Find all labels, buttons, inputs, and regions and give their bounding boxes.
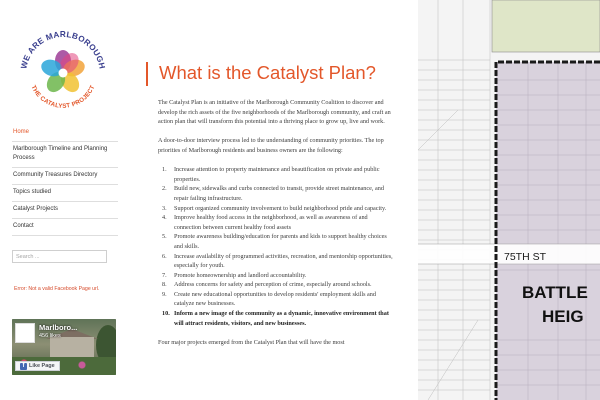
sidebar [0,0,128,400]
list-text: Create new educational opportunities to develop residents' employment skills and catalyze new businesses. [174,290,376,308]
nav-item-home[interactable]: Home [12,126,118,142]
list-text: Build new, sidewalks and curbs connected to transit, provide street maintenance, and repair failing infrastructure. [174,185,384,202]
nav-item-treasures[interactable]: Community Treasures Directory [12,168,118,185]
list-text: Inform a new image of the community as a dynamic, innovative environment that will attract residents, visitors, and new businesses. [174,310,389,327]
list-text: Increase attention to property maintenance and beautification on private and public properties. [174,166,380,183]
facebook-icon: f [20,363,27,370]
list-number: 1. [162,166,167,174]
list-number: 8. [162,281,167,289]
nav-item-catalyst-projects[interactable]: Catalyst Projects [12,202,118,219]
list-item [162,280,396,290]
list-number: 3. [162,204,167,212]
list-item [162,204,396,214]
svg-text:THE CATALYST PROJECT [30,84,97,110]
list-item [162,252,396,271]
list-number: 5. [162,233,167,241]
projects-paragraph: Four major projects emerged from the Catalyst Plan that will have the most [158,339,345,347]
list-item [162,309,396,328]
main-content [146,0,408,400]
list-item [162,290,396,309]
logo-text-bottom: THE CATALYST PROJECT [29,84,97,110]
list-item [162,165,396,184]
list-number: 7. [162,271,167,279]
facebook-error-text: Error: Not a valid Facebook Page url. [14,286,100,292]
list-text: Improve healthy food access in the neighborhood, as well as awareness of and connection between current healthy food assets [174,214,368,231]
list-number: 4. [162,214,167,222]
facebook-page-name[interactable]: Marlboro... [39,323,78,332]
like-page-button[interactable] [15,361,60,371]
facebook-page-widget[interactable] [12,319,116,375]
page-title: What is the Catalyst Plan? [159,62,376,83]
list-text: Promote homeownership and landlord accountability. [174,271,307,279]
list-number: 2. [162,185,167,193]
list-text: Promote awareness building/education for parents and kids to support healthy choices and skills. [174,233,387,250]
list-number: 6. [162,252,167,260]
intro-paragraph: The Catalyst Plan is an initiative of the Marlborough Community Coalition to discover and develop the rich assets of the five neighborhoods of the Marlborough community, and craft an action plan that will transform this potential into a thriving place to grow up, live and work. [158,99,391,126]
area-label-line2: HEIG [542,307,584,326]
priorities-intro-paragraph: A door-to-door interview process led to the understanding of community priorities. The top priorities of Marlborough residents and business owners are the following: [158,137,384,154]
nav-item-contact[interactable]: Contact [12,219,118,236]
priorities-list [162,165,396,328]
list-item [162,184,396,203]
list-item [162,271,396,281]
list-text: Address concerns for safety and perception of crime, especially around schools. [174,281,372,289]
title-accent-bar [146,62,148,86]
main-nav [12,126,118,236]
nav-item-timeline[interactable]: Marlborough Timeline and Planning Process [12,142,118,168]
article-body [158,98,396,357]
list-item [162,213,396,232]
like-page-label: Like Page [29,363,55,369]
street-label-75th: 75TH ST [504,251,547,263]
logo[interactable] [8,26,118,120]
logo-text-top: WE ARE MARLBOROUGH [19,30,107,70]
flower-icon [39,49,87,95]
page-avatar[interactable] [15,323,35,343]
nav-item-topics[interactable]: Topics studied [12,185,118,202]
list-number: 10. [162,310,170,318]
list-item [162,232,396,251]
neighborhood-map [418,0,600,400]
facebook-like-count: 456 likes [39,333,61,339]
search-input[interactable] [12,250,107,263]
list-text: Support organized community involvement to build neighborhood pride and capacity. [174,204,387,212]
area-label-line1: BATTLE [522,283,588,302]
list-number: 9. [162,290,167,298]
list-text: Increase availability of programmed activities, recreation, and mentorship opportunities, especially for youth. [174,252,393,270]
